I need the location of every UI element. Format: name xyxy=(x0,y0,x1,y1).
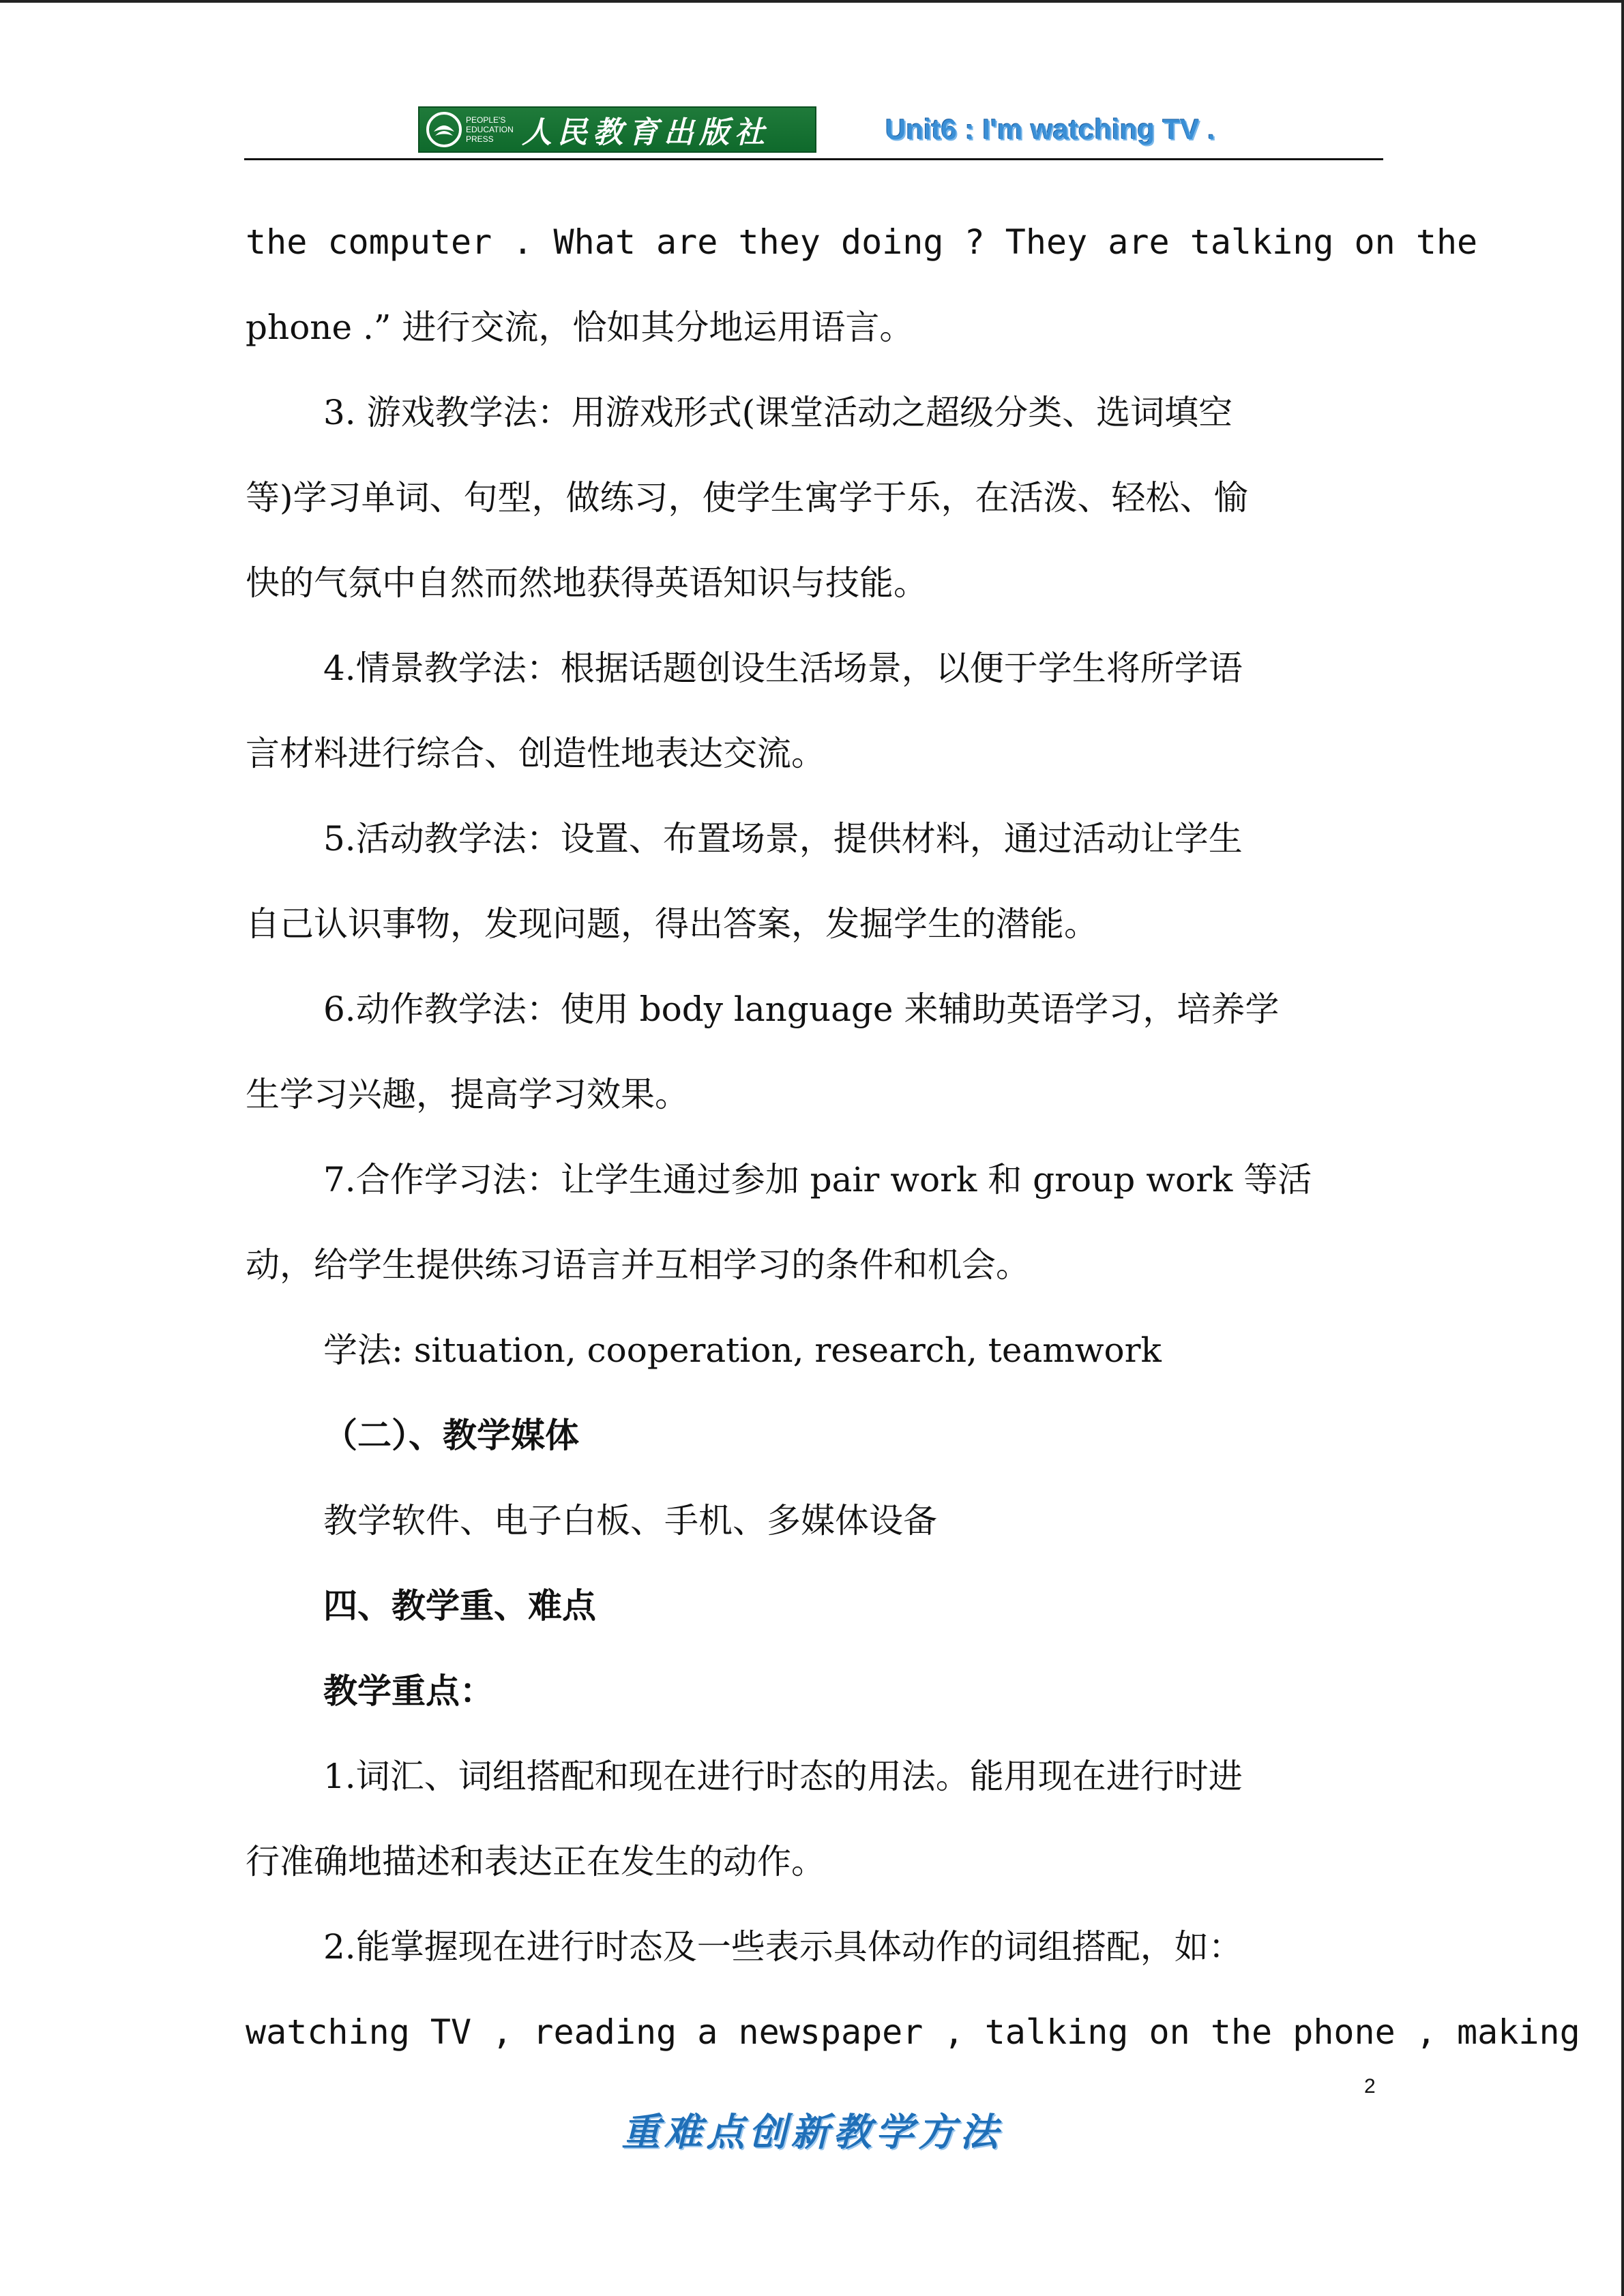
section-heading-media: （二）、教学媒体 xyxy=(323,1416,579,1455)
document-body xyxy=(246,200,1580,2075)
body-line: 动，给学生提供练习语言并互相学习的条件和机会。 xyxy=(246,1245,1030,1285)
page-header xyxy=(244,102,1383,161)
logo-english-text: PEOPLE'S EDUCATION PRESS xyxy=(466,115,514,144)
body-line: 生学习兴趣，提高学习效果。 xyxy=(246,1075,689,1114)
section-heading-key-points: 四、教学重、难点 xyxy=(323,1586,596,1626)
subheading-teaching-focus: 教学重点： xyxy=(323,1671,494,1711)
body-line: 1.词汇、词组搭配和现在进行时态的用法。能用现在进行时进 xyxy=(323,1757,1243,1796)
page-border-right xyxy=(1621,0,1624,2296)
body-line: the computer . What are they doing ? They are talking on the xyxy=(246,222,1478,262)
footer-slogan: 重难点创新教学方法 xyxy=(621,2110,1003,2155)
body-line: 快的气氛中自然而然地获得英语知识与技能。 xyxy=(246,563,928,603)
logo-chinese-text: 人民教育出版社 xyxy=(522,115,770,150)
body-line: 教学软件、电子白板、手机、多媒体设备 xyxy=(323,1501,937,1540)
body-line: 等)学习单词、句型，做练习，使学生寓学于乐，在活泼、轻松、愉 xyxy=(246,478,1248,518)
body-line: 7.合作学习法：让学生通过参加 pair work 和 group work 等活 xyxy=(323,1160,1312,1199)
study-methods-line: 学法: situation, cooperation, research, teamwork xyxy=(323,1330,1162,1370)
publisher-emblem-icon xyxy=(424,109,464,150)
page-number: 2 xyxy=(1364,2075,1376,2098)
body-line: 4.情景教学法：根据话题创设生活场景，以便于学生将所学语 xyxy=(323,648,1243,688)
body-line: 言材料进行综合、创造性地表达交流。 xyxy=(246,734,825,773)
header-rule xyxy=(244,158,1383,160)
body-line: 行准确地描述和表达正在发生的动作。 xyxy=(246,1842,825,1881)
unit-title: Unit6 : I'm watching TV . xyxy=(885,113,1215,145)
body-line: 5.活动教学法：设置、布置场景，提供材料，通过活动让学生 xyxy=(323,819,1243,859)
body-line: 自己认识事物，发现问题，得出答案，发掘学生的潜能。 xyxy=(246,904,1098,944)
body-line: 6.动作教学法：使用 body language 来辅助英语学习，培养学 xyxy=(323,989,1280,1029)
body-line: 2.能掌握现在进行时态及一些表示具体动作的词组搭配，如： xyxy=(323,1927,1243,1967)
body-line: watching TV , reading a newspaper , talking on the phone , making xyxy=(246,2012,1580,2052)
body-line: phone .” 进行交流，恰如其分地运用语言。 xyxy=(246,308,914,347)
page-border-top xyxy=(0,0,1624,3)
body-line: 3. 游戏教学法：用游戏形式(课堂活动之超级分类、选词填空 xyxy=(323,393,1233,432)
publisher-logo xyxy=(418,106,816,153)
